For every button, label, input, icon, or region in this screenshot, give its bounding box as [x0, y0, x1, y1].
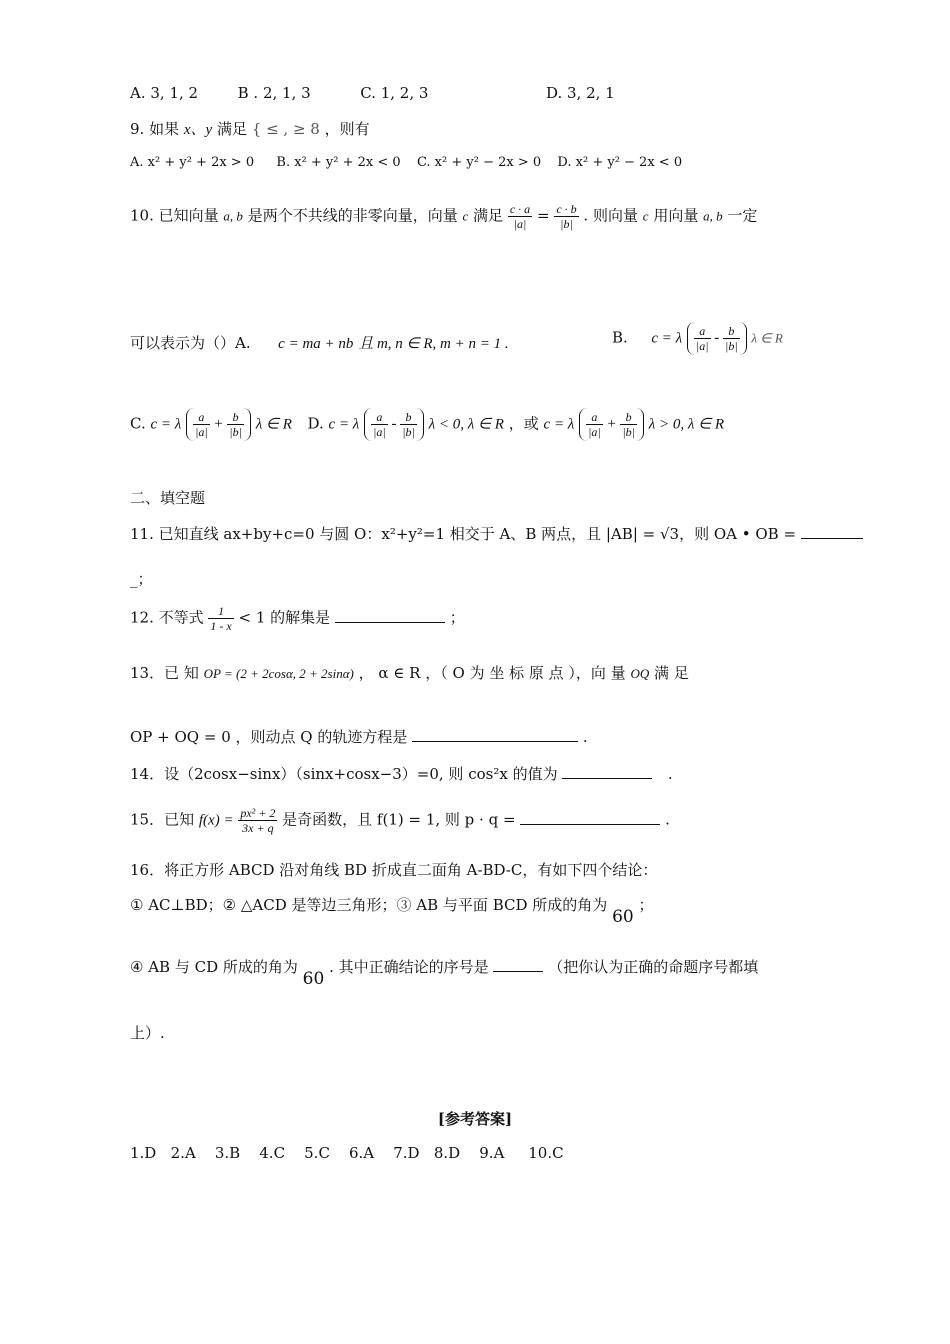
q10-d-condition-2: λ > 0, λ ∈ R [648, 416, 725, 433]
q13-end: 满 足 [654, 664, 689, 682]
q10-d-paren-2: $\frac{a}{|a|}$ + $\frac{b}{|b|}$ [579, 408, 644, 441]
q10-text-2: 是两个不共线的非零向量，向量 [247, 206, 458, 225]
q8-options [130, 84, 615, 102]
q10-text-6: 一定 [727, 206, 758, 225]
q13-line2-text: OP + OQ = 0 ，则动点 Q 的轨迹方程是 [130, 728, 408, 746]
q9-stem-text-2: 满足 [216, 120, 247, 138]
q14-stem [130, 763, 673, 784]
q13-line2 [130, 726, 588, 747]
q9-stem-text-3: ，则有 [324, 120, 370, 138]
q10-b-label: B. [612, 328, 628, 347]
q14-end: . [667, 765, 673, 783]
q10-options-cd [130, 408, 724, 441]
q15-stem [130, 806, 670, 835]
q13-expression: OP = (2 + 2cosα, 2 + 2sinα) [203, 666, 354, 681]
q12-fraction: $\frac{1}{1 - x}$ [210, 604, 232, 633]
q8-option-b: B . 2, 1, 3 [237, 84, 311, 102]
q13-line2-end: . [582, 728, 588, 746]
q9-options [130, 155, 682, 170]
q13-text: 13．已 知 [130, 664, 199, 682]
q16-line1: 16．将正方形 ABCD 沿对角线 BD 折成直二面角 A-BD-C，有如下四个结论： [130, 861, 658, 879]
answers-list: 1.D 2.A 3.B 4.C 5.C 6.A 7.D 8.D 9.A 10.C [130, 1144, 564, 1162]
q14-text: 14．设（2cosx−sinx）（sinx+cosx−3）=0, 则 cos²x 的值为 [130, 765, 558, 783]
q10-c-expression: c = λ [150, 416, 182, 433]
q9-option-b: B. x² + y² + 2x < 0 [276, 155, 401, 170]
q10-b-frac-a: $\frac{a}{|a|}$ [695, 324, 709, 353]
q11-answer-blank[interactable] [801, 538, 863, 539]
q16-line3-text-b: . 其中正确结论的序号是 [329, 958, 489, 976]
q9-stem-text: 9. 如果 [130, 120, 180, 138]
q10-d-condition-1: λ < 0, λ ∈ R [428, 416, 504, 433]
q8-option-a: A. 3, 1, 2 [130, 84, 199, 102]
q9-inequality-system: { ≤ , ≥ 8 [251, 120, 320, 138]
q9-option-c: C. x² + y² − 2x > 0 [416, 155, 542, 170]
q13-answer-blank[interactable] [412, 741, 578, 742]
q10-fraction-1: $\frac{c \cdot a}{|a|}$ [509, 202, 531, 231]
q10-b-frac-b: $\frac{b}{|b|}$ [725, 324, 738, 353]
q10-vector-c: c [462, 208, 469, 224]
q12-stem [130, 604, 465, 633]
q16-line4: 上）. [130, 1024, 165, 1042]
q10-vectors-ab: a, b [223, 208, 243, 224]
q9-option-a: A. x² + y² + 2x > 0 [130, 155, 255, 170]
q16-line2 [130, 894, 654, 927]
q11-stem [130, 523, 863, 544]
q10-c-condition: λ ∈ R [255, 416, 292, 433]
q10-b-condition: λ ∈ R [751, 330, 783, 346]
q16-line3-text-c: （把你认为正确的命题序号都填 [548, 958, 759, 976]
q10-d-expression: c = λ [328, 416, 360, 433]
q10-b-paren: $\frac{a}{|a|}$ - $\frac{b}{|b|}$ [687, 322, 747, 355]
q13-stem [130, 662, 689, 683]
q10-d-expression-2: c = λ [543, 416, 575, 433]
q10-text-3: 满足 [473, 206, 504, 225]
q15-answer-blank[interactable] [520, 824, 660, 825]
q13-vector-oq: OQ [630, 666, 650, 681]
q9-option-d: D. x² + y² − 2x < 0 [557, 155, 683, 170]
q15-fraction: $\frac{\text{px² + 2}}{3x + q}$ [240, 806, 276, 835]
answers-title: [参考答案] [437, 1110, 513, 1128]
q11-tail: _； [130, 570, 153, 588]
q10-d-paren-1: $\frac{a}{|a|}$ - $\frac{b}{|b|}$ [364, 408, 424, 441]
q15-mid: 是奇函数，且 f(1) = 1, 则 p · q = [282, 810, 516, 829]
q9-stem [130, 118, 370, 139]
section-title: 二、填空题 [130, 489, 206, 507]
q10-fraction-2: $\frac{c \cdot b}{|b|}$ [556, 202, 577, 231]
q10-text-5: 用向量 [653, 206, 699, 225]
q8-option-c: C. 1, 2, 3 [360, 84, 429, 102]
q10-vector-c-2: c [642, 208, 649, 224]
q13-mid: ， α ∈ R ，（ O 为 坐 标 原 点 ），向 量 [358, 664, 626, 682]
q12-comparison: < 1 的解集是 [238, 608, 331, 627]
q10-option-a [130, 332, 509, 353]
q10-a-condition: 且 m, n ∈ R, m + n = 1 . [358, 336, 509, 352]
q10-c-paren: $\frac{a}{|a|}$ + $\frac{b}{|b|}$ [186, 408, 251, 441]
q10-c-label: C. [130, 414, 146, 433]
q16-line3 [130, 956, 759, 989]
q12-text: 12. 不等式 [130, 608, 204, 627]
q12-end: ； [449, 608, 465, 627]
q14-answer-blank[interactable] [562, 778, 652, 779]
q11-text: 11. 已知直线 ax+by+c=0 与圆 O：x²+y²=1 相交于 A、B 两点，且 |AB| = √3，则 OA • OB = [130, 525, 797, 543]
q15-text: 15．已知 [130, 810, 195, 829]
q10-d-or: ，或 [508, 414, 539, 433]
q16-line2-text: ① AC⊥BD；② △ACD 是等边三角形；③ AB 与平面 BCD 所成的角为 [130, 896, 608, 914]
q16-degree-1: 60 [612, 907, 634, 927]
q10-text-1: 10. 已知向量 [130, 206, 219, 225]
q16-line2-end: ； [638, 896, 654, 914]
q10-equals: = [536, 206, 550, 225]
q10-a-expression: c = ma + nb [278, 336, 354, 352]
q15-end: . [665, 810, 670, 829]
q10-text-4: . 则向量 [583, 206, 638, 225]
q10-vectors-ab-2: a, b [703, 208, 723, 224]
q9-vars: x、y [183, 122, 213, 138]
q15-function: f(x) = [198, 812, 234, 829]
q10-b-expression: c = λ [651, 330, 683, 347]
q12-answer-blank[interactable] [335, 622, 445, 623]
q10-option-b [612, 322, 783, 355]
q8-option-d: D. 3, 2, 1 [545, 84, 615, 102]
q10-d-label: D. [307, 414, 324, 433]
q16-answer-blank[interactable] [493, 971, 543, 972]
q10-stem [130, 202, 757, 231]
q16-line3-text-a: ④ AB 与 CD 所成的角为 [130, 958, 298, 976]
q16-degree-2: 60 [302, 969, 325, 989]
q10-prompt: 可以表示为（）A. [130, 334, 251, 352]
